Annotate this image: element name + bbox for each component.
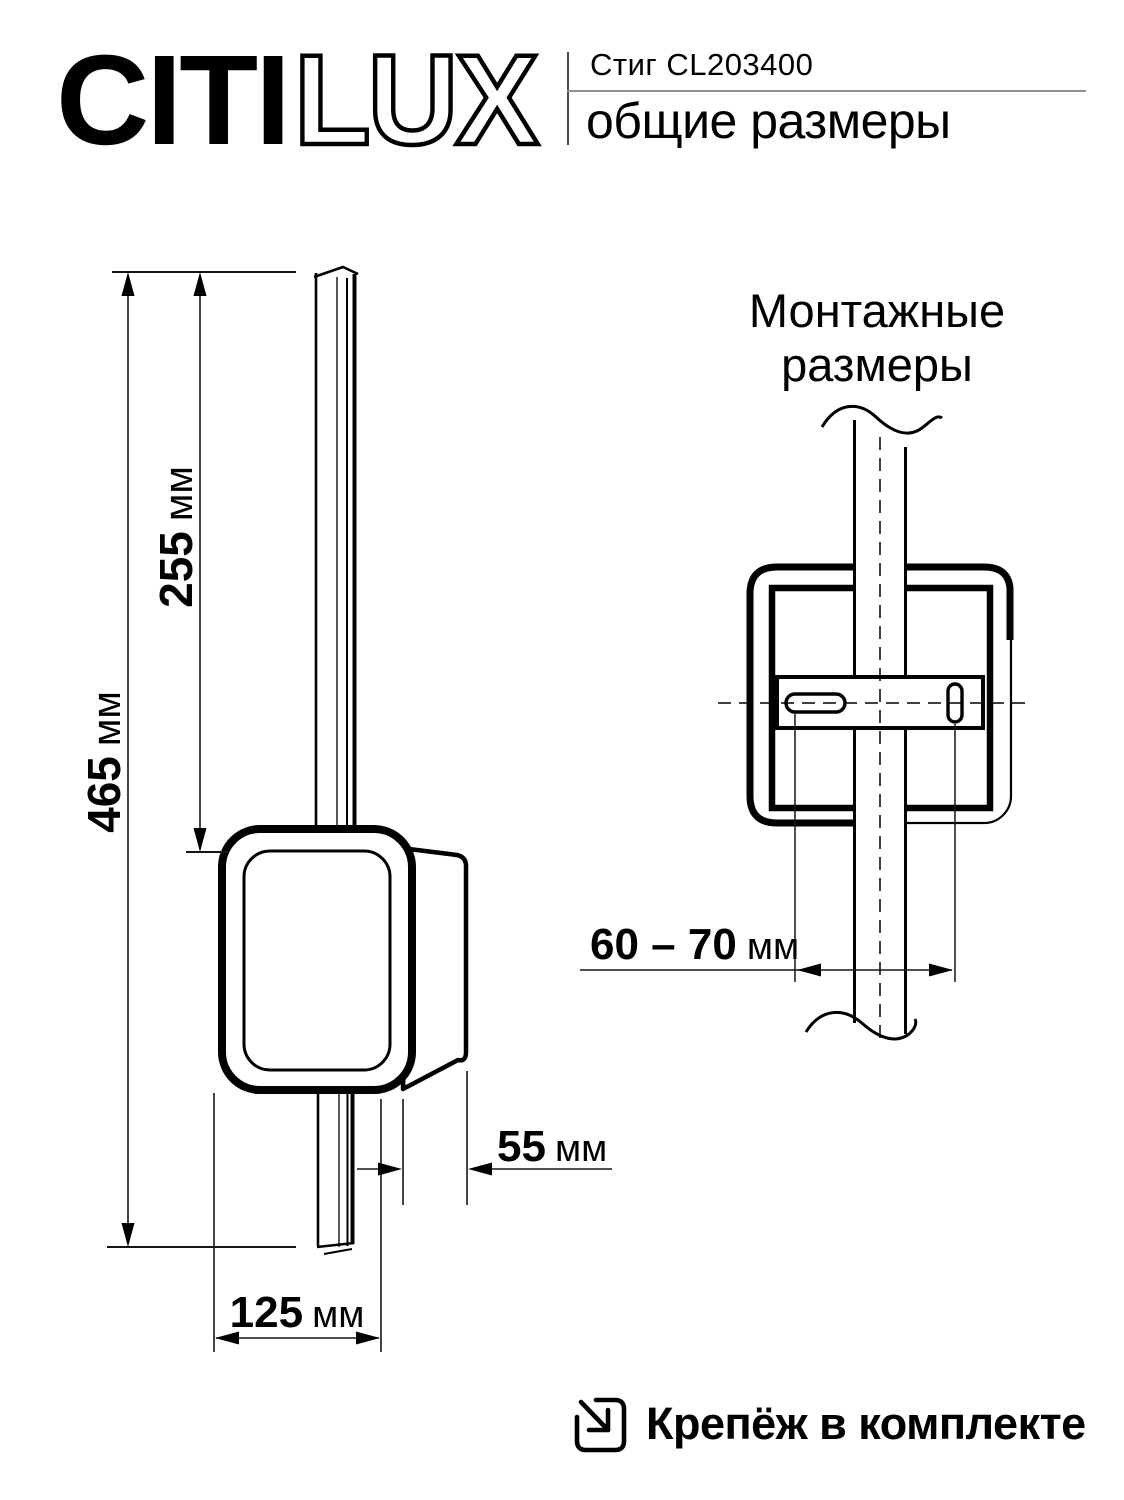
arrow-left-icon <box>468 1163 492 1176</box>
footer-note-text: Крепёж в комплекте <box>646 1398 1086 1449</box>
lamp-general-view <box>222 267 466 1254</box>
lamp-rod-lower <box>317 1090 354 1254</box>
hardware-included-icon <box>574 1394 629 1454</box>
rod-top-cap <box>314 267 358 277</box>
arrow-right-icon <box>929 964 953 977</box>
arrow-shaft <box>581 1402 608 1430</box>
arrow-left-icon <box>797 964 821 977</box>
lamp-body-bezel <box>222 829 412 1090</box>
arrow-up-icon <box>122 272 135 296</box>
mounting-title-line1: Монтажные <box>748 284 1006 337</box>
product-title: Стиг CL203400 <box>590 47 814 82</box>
mount-slot-horizontal <box>786 694 845 712</box>
arrow-down-icon <box>194 828 207 852</box>
dim-label-55: 55 мм <box>497 1122 608 1171</box>
arrow-down-icon <box>122 1223 135 1247</box>
brand-logo-outline: LUX <box>294 38 539 156</box>
dimension-body-depth <box>357 1071 612 1205</box>
dimension-upper-height <box>150 272 207 852</box>
page-subtitle: общие размеры <box>586 93 951 149</box>
mounting-title-line2: размеры <box>781 338 973 391</box>
footer-note-row <box>574 1394 1086 1454</box>
arrow-right-icon <box>378 1163 402 1176</box>
dimension-body-width <box>214 1093 381 1352</box>
dim-label-60-70: 60 – 70 мм <box>590 920 800 969</box>
brand-logo-solid: CITI <box>56 38 288 156</box>
arrow-up-icon <box>194 272 207 296</box>
dim-label-255: 255мм <box>150 466 202 608</box>
left-dimensions <box>78 272 612 1352</box>
dimension-total-height <box>78 272 135 1247</box>
dim-label-125: 125 мм <box>229 1288 365 1337</box>
lamp-rod-upper <box>314 267 358 832</box>
dim-label-465: 465мм <box>78 691 130 833</box>
